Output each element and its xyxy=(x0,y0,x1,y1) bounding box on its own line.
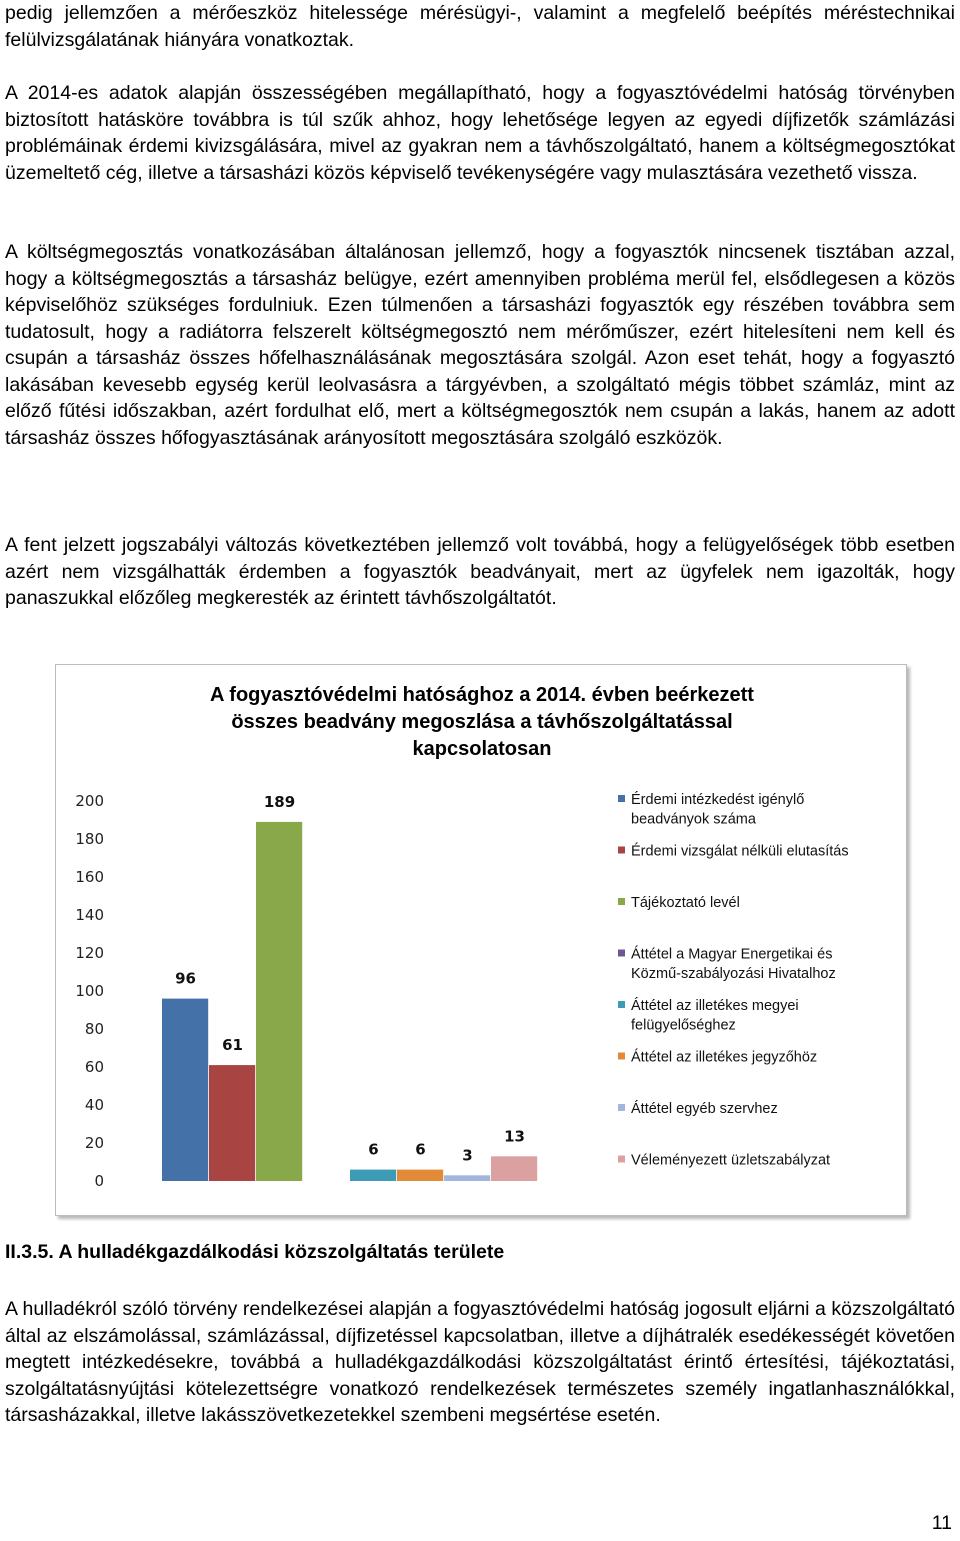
legend-swatch xyxy=(618,1104,625,1111)
y-tick-label: 80 xyxy=(84,1020,104,1038)
legend-entry: Áttétel a Magyar Energetikai és xyxy=(631,946,833,963)
legend-entry: Tájékoztató levél xyxy=(631,895,740,911)
paragraph-legal-change: A fent jelzett jogszabályi változás következtében jellemző volt továbbá, hogy a felügyelőségek több esetben azért nem vizsgálhatták érdemben a fogyasztók beadványait, mert az ügyfelek nem igazolták, hogy panaszukkal előzőleg megkeresték az érintett távhőszolgáltatót. xyxy=(5,534,955,609)
bar-data-label: 13 xyxy=(504,1127,525,1146)
legend-entry: Véleményezett üzletszabályzat xyxy=(631,1152,831,1169)
bar xyxy=(162,999,208,1181)
section-heading: II.3.5. A hulladékgazdálkodási közszolgáltatás területe xyxy=(5,1241,505,1263)
chart-title-line: A fogyasztóvédelmi hatósághoz a 2014. évben beérkezett xyxy=(210,684,754,706)
page-number: 11 xyxy=(931,1512,952,1534)
bar xyxy=(397,1170,443,1181)
submissions-bar-chart xyxy=(55,664,907,1216)
legend-entry: felügyelőséghez xyxy=(631,1017,736,1034)
y-tick-label: 160 xyxy=(75,868,104,886)
paragraph-2014-summary: A 2014-es adatok alapján összességében megállapítható, hogy a fogyasztóvédelmi hatóság törvényben biztosított hatásköre továbbra is túl szűk ahhoz, hogy lehetősége legyen az egyedi díjfizetők számlázási problémáinak érdemi kivizsgálására, mivel az gyakran nem a távhőszolgáltató, hanem a költségmegosztókat üzemeltető cég, illetve a társasházi közös képviselő tevékenységére vagy mulasztására vezethető vissza. xyxy=(5,82,955,184)
legend-entry: Áttétel az illetékes megyei xyxy=(631,998,799,1014)
bar-data-label: 6 xyxy=(415,1140,426,1159)
bar-data-label: 61 xyxy=(222,1036,243,1055)
paragraph-cost-sharing: A költségmegosztás vonatkozásában általánosan jellemző, hogy a fogyasztók nincsenek tisztában azzal, hogy a költségmegosztás a társasház belügye, ezért amennyiben probléma merül fel, elsődlegesen a közös képviselőhöz szükséges fordulniuk. Ezen túlmenően a társasházi fogyasztók egy részében továbbra sem tudatosult, hogy a radiátorra felszerelt költségmegosztó nem mérőműszer, ezért hitelesíteni nem kell és csupán a társasház összes hőfelhasználásának megosztására szolgál. Azon eset tehát, hogy a fogyasztó lakásában kevesebb egység kerül leolvasásra a tárgyévben, a szolgáltató mégis többet számláz, mint az előző fűtési időszakban, azért fordulhat elő, mert a költségmegosztók nem csupán a lakás, hanem az adott társasház összes hőfogyasztásának arányosított megosztására szolgáló eszközök. xyxy=(5,241,955,449)
bar-data-label: 6 xyxy=(368,1140,379,1159)
paragraph-measurement-devices: pedig jellemzően a mérőeszköz hitelessége mérésügyi-, valamint a megfelelő beépítés méréstechnikai felülvizsgálatának hiányára vonatkoztak. xyxy=(5,2,955,51)
legend-entry: Közmű-szabályozási Hivatalhoz xyxy=(631,966,836,982)
y-tick-label: 0 xyxy=(94,1172,104,1190)
legend-swatch xyxy=(618,795,625,802)
legend-entry: Érdemi vizsgálat nélküli elutasítás xyxy=(631,843,849,860)
y-tick-label: 140 xyxy=(75,906,104,924)
legend-swatch xyxy=(618,1156,625,1163)
legend-swatch xyxy=(618,950,625,957)
bar xyxy=(444,1175,490,1181)
bar xyxy=(350,1170,396,1181)
chart-title-line: kapcsolatosan xyxy=(412,738,552,760)
paragraph-waste-management: A hulladékról szóló törvény rendelkezései alapján a fogyasztóvédelmi hatóság jogosult eljárni a közszolgáltató által az elszámolással, számlázással, díjfizetéssel kapcsolatban, illetve a díjhátralék esedékességét követően megtett intézkedésekre, továbbá a hulladékgazdálkodási közszolgáltatást érintő értesítési, tájékoztatási, szolgáltatásnyújtási kötelezettségre vonatkozó rendelkezések természetes személy ingatlanhasználókkal, társasházakkal, illetve lakásszövetkezetekkel szembeni megsértése esetén. xyxy=(5,1298,955,1426)
bar-data-label: 96 xyxy=(175,969,196,988)
y-tick-label: 120 xyxy=(75,944,104,962)
y-tick-label: 200 xyxy=(75,792,104,810)
y-tick-label: 60 xyxy=(84,1058,104,1076)
legend-entry: beadványok száma xyxy=(631,811,756,828)
bar xyxy=(209,1065,255,1181)
bar-data-label: 189 xyxy=(263,792,296,811)
legend-entry: Áttétel egyéb szervhez xyxy=(631,1101,778,1117)
legend-swatch xyxy=(618,898,625,905)
legend-swatch xyxy=(618,1001,625,1008)
y-tick-label: 180 xyxy=(75,830,104,848)
bar xyxy=(256,822,302,1181)
y-tick-label: 100 xyxy=(75,982,104,1000)
chart-title-line: összes beadvány megoszlása a távhőszolgáltatással xyxy=(231,711,733,733)
y-tick-label: 20 xyxy=(84,1134,104,1152)
legend-swatch xyxy=(618,1053,625,1060)
legend-entry: Áttétel az illetékes jegyzőhöz xyxy=(631,1049,818,1066)
bar-data-label: 3 xyxy=(462,1146,473,1165)
chart-canvas xyxy=(56,665,908,1217)
y-tick-label: 40 xyxy=(84,1096,104,1114)
legend-entry: Érdemi intézkedést igénylő xyxy=(631,792,805,808)
legend-swatch xyxy=(618,847,625,854)
bar xyxy=(491,1156,537,1181)
